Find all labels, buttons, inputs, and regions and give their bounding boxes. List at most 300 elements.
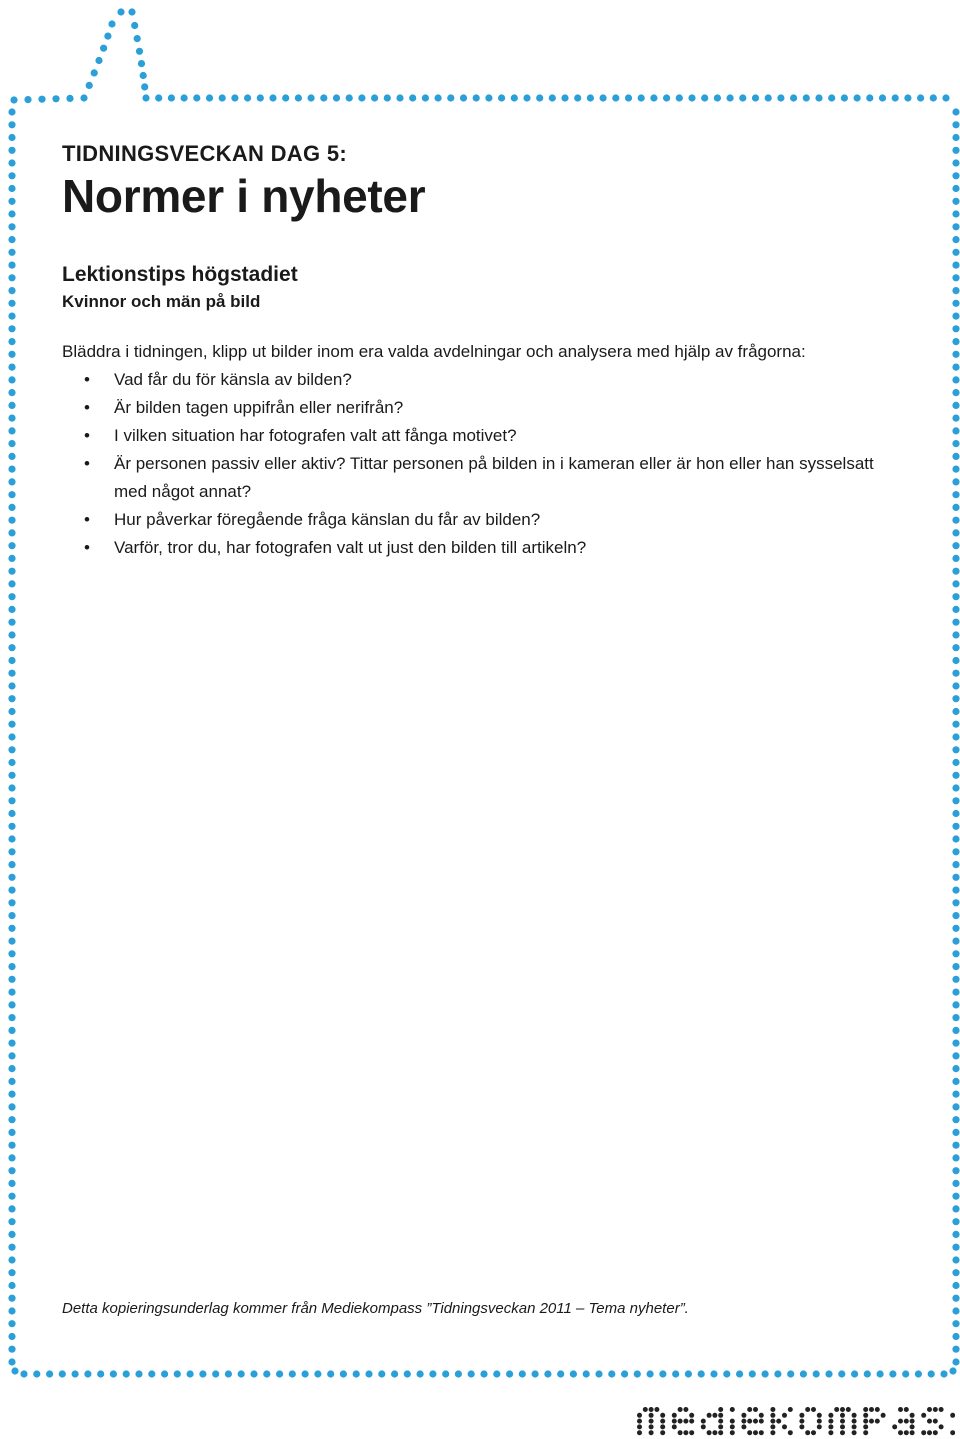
frame-dot bbox=[8, 313, 15, 320]
frame-dot bbox=[952, 1295, 959, 1302]
frame-dot bbox=[952, 1205, 959, 1212]
frame-dot bbox=[952, 1129, 959, 1136]
logo-dot bbox=[660, 1430, 665, 1435]
frame-dot bbox=[8, 759, 15, 766]
frame-dot bbox=[8, 619, 15, 626]
logo-dot bbox=[637, 1413, 642, 1418]
logo-dot bbox=[718, 1407, 723, 1412]
logo-dot bbox=[747, 1430, 752, 1435]
logo-dot bbox=[649, 1430, 654, 1435]
frame-dot bbox=[52, 95, 59, 102]
frame-dot bbox=[84, 1370, 91, 1377]
frame-dot bbox=[838, 1370, 845, 1377]
logo-dot bbox=[910, 1424, 915, 1429]
frame-dot bbox=[952, 1027, 959, 1034]
logo-dot bbox=[718, 1430, 723, 1435]
frame-dot bbox=[952, 976, 959, 983]
frame-dot bbox=[8, 848, 15, 855]
frame-dot bbox=[600, 94, 607, 101]
frame-dot bbox=[952, 1001, 959, 1008]
logo-dot bbox=[799, 1413, 804, 1418]
logo-dot bbox=[939, 1407, 944, 1412]
logo-dot bbox=[747, 1407, 752, 1412]
frame-dot bbox=[952, 670, 959, 677]
frame-dot bbox=[8, 121, 15, 128]
logo-dot bbox=[689, 1413, 694, 1418]
frame-dot bbox=[952, 1333, 959, 1340]
logo-dot bbox=[863, 1413, 868, 1418]
frame-dot bbox=[8, 159, 15, 166]
frame-dot bbox=[917, 94, 924, 101]
logo-dot bbox=[637, 1424, 642, 1429]
frame-dot bbox=[8, 823, 15, 830]
frame-dot bbox=[8, 147, 15, 154]
frame-dot bbox=[8, 1167, 15, 1174]
frame-dot bbox=[135, 1370, 142, 1377]
frame-dot bbox=[952, 1091, 959, 1098]
logo-dot bbox=[933, 1430, 938, 1435]
logo-dot bbox=[788, 1430, 793, 1435]
frame-dot bbox=[8, 1180, 15, 1187]
frame-dot bbox=[930, 94, 937, 101]
frame-dot bbox=[952, 1282, 959, 1289]
frame-dot bbox=[231, 94, 238, 101]
frame-dot bbox=[790, 94, 797, 101]
frame-dot bbox=[952, 402, 959, 409]
frame-dot bbox=[663, 94, 670, 101]
frame-dot bbox=[915, 1370, 922, 1377]
logo-dot bbox=[759, 1430, 764, 1435]
frame-dot bbox=[8, 772, 15, 779]
frame-dot bbox=[108, 20, 115, 27]
logo-dot bbox=[741, 1424, 746, 1429]
frame-dot bbox=[8, 835, 15, 842]
frame-dot bbox=[952, 568, 959, 575]
frame-dot bbox=[803, 94, 810, 101]
logo-dot bbox=[933, 1419, 938, 1424]
frame-dot bbox=[952, 1307, 959, 1314]
frame-dot bbox=[787, 1370, 794, 1377]
frame-dot bbox=[174, 1370, 181, 1377]
frame-dot bbox=[8, 963, 15, 970]
frame-dot bbox=[952, 721, 959, 728]
frame-dot bbox=[877, 1370, 884, 1377]
logo-dot bbox=[776, 1419, 781, 1424]
logo-dot bbox=[782, 1424, 787, 1429]
frame-dot bbox=[11, 1367, 18, 1374]
logo-dot bbox=[875, 1419, 880, 1424]
frame-dot bbox=[447, 94, 454, 101]
frame-dot bbox=[8, 364, 15, 371]
frame-dot bbox=[8, 1231, 15, 1238]
frame-dot bbox=[320, 94, 327, 101]
frame-dot bbox=[952, 912, 959, 919]
logo-dot bbox=[811, 1407, 816, 1412]
logo-dot bbox=[840, 1413, 845, 1418]
frame-dot bbox=[952, 1065, 959, 1072]
logo-dot bbox=[817, 1424, 822, 1429]
frame-dot bbox=[952, 108, 959, 115]
frame-dot bbox=[8, 989, 15, 996]
frame-dot bbox=[902, 1370, 909, 1377]
frame-dot bbox=[952, 172, 959, 179]
frame-dot bbox=[8, 912, 15, 919]
frame-dot bbox=[123, 1370, 130, 1377]
frame-dot bbox=[952, 1244, 959, 1251]
logo-dot bbox=[881, 1413, 886, 1418]
frame-dot bbox=[340, 1370, 347, 1377]
logo-dot bbox=[805, 1430, 810, 1435]
logo-dot bbox=[689, 1419, 694, 1424]
frame-dot bbox=[519, 1370, 526, 1377]
frame-dot bbox=[8, 466, 15, 473]
frame-dot bbox=[952, 887, 959, 894]
frame-dot bbox=[8, 721, 15, 728]
frame-dot bbox=[8, 938, 15, 945]
frame-dot bbox=[8, 185, 15, 192]
frame-dot bbox=[952, 580, 959, 587]
frame-dot bbox=[650, 94, 657, 101]
logo-dot bbox=[939, 1424, 944, 1429]
frame-dot bbox=[952, 121, 959, 128]
frame-dot bbox=[8, 134, 15, 141]
frame-dot bbox=[353, 1370, 360, 1377]
frame-dot bbox=[952, 1078, 959, 1085]
frame-dot bbox=[8, 223, 15, 230]
frame-dot bbox=[952, 325, 959, 332]
frame-dot bbox=[460, 94, 467, 101]
frame-dot bbox=[8, 1346, 15, 1353]
frame-dot bbox=[506, 1370, 513, 1377]
frame-dot bbox=[638, 94, 645, 101]
frame-dot bbox=[485, 94, 492, 101]
frame-dot bbox=[8, 695, 15, 702]
frame-dot bbox=[24, 96, 31, 103]
frame-dot bbox=[193, 94, 200, 101]
frame-dot bbox=[952, 427, 959, 434]
logo-dot bbox=[701, 1424, 706, 1429]
frame-dot bbox=[8, 746, 15, 753]
logo-dot bbox=[712, 1430, 717, 1435]
frame-dot bbox=[949, 1367, 956, 1374]
frame-dot bbox=[148, 1370, 155, 1377]
frame-dot bbox=[952, 555, 959, 562]
frame-dot bbox=[8, 1027, 15, 1034]
frame-dot bbox=[8, 1040, 15, 1047]
frame-dot bbox=[8, 1205, 15, 1212]
frame-dot bbox=[8, 1142, 15, 1149]
frame-dot bbox=[952, 287, 959, 294]
frame-dot bbox=[8, 274, 15, 281]
frame-dot bbox=[8, 478, 15, 485]
frame-dot bbox=[952, 835, 959, 842]
frame-dot bbox=[952, 593, 959, 600]
frame-dot bbox=[952, 210, 959, 217]
frame-dot bbox=[752, 94, 759, 101]
frame-dot bbox=[952, 262, 959, 269]
frame-dot bbox=[493, 1370, 500, 1377]
logo-dot bbox=[805, 1407, 810, 1412]
frame-dot bbox=[131, 22, 138, 29]
frame-dot bbox=[138, 60, 145, 67]
frame-dot bbox=[327, 1370, 334, 1377]
frame-dot bbox=[621, 1370, 628, 1377]
frame-dot bbox=[952, 147, 959, 154]
logo-dot bbox=[904, 1430, 909, 1435]
logo-dot bbox=[678, 1430, 683, 1435]
frame-dot bbox=[841, 94, 848, 101]
logo-dot bbox=[718, 1419, 723, 1424]
frame-dot bbox=[38, 96, 45, 103]
frame-dot bbox=[625, 94, 632, 101]
frame-dot bbox=[72, 1370, 79, 1377]
frame-dot bbox=[100, 45, 107, 52]
frame-dot bbox=[8, 1269, 15, 1276]
frame-dot bbox=[866, 94, 873, 101]
logo-dot bbox=[921, 1430, 926, 1435]
page-title: Normer i nyheter bbox=[62, 170, 426, 222]
question-item: • Vad får du för känsla av bilden? bbox=[62, 366, 902, 394]
frame-dot bbox=[257, 94, 264, 101]
frame-dot bbox=[777, 94, 784, 101]
frame-dot bbox=[8, 1333, 15, 1340]
frame-dot bbox=[685, 1370, 692, 1377]
frame-dot bbox=[128, 8, 135, 15]
frame-dot bbox=[952, 1193, 959, 1200]
frame-dot bbox=[8, 1065, 15, 1072]
frame-dot bbox=[8, 899, 15, 906]
frame-dot bbox=[672, 1370, 679, 1377]
frame-dot bbox=[8, 644, 15, 651]
frame-dot bbox=[8, 351, 15, 358]
logo-dot bbox=[637, 1419, 642, 1424]
logo-dot bbox=[921, 1413, 926, 1418]
frame-dot bbox=[952, 606, 959, 613]
frame-dot bbox=[952, 861, 959, 868]
frame-dot bbox=[952, 440, 959, 447]
frame-dot bbox=[422, 94, 429, 101]
logo-dot bbox=[654, 1407, 659, 1412]
frame-dot bbox=[8, 453, 15, 460]
frame-dot bbox=[404, 1370, 411, 1377]
frame-dot bbox=[952, 478, 959, 485]
question-item: • Varför, tror du, har fotografen valt ut just den bilden till artikeln? bbox=[62, 534, 902, 562]
logo-dot bbox=[817, 1419, 822, 1424]
logo-dot bbox=[950, 1413, 955, 1418]
frame-dot bbox=[142, 94, 149, 101]
frame-dot bbox=[134, 35, 141, 42]
logo-dot bbox=[927, 1407, 932, 1412]
frame-dot bbox=[851, 1370, 858, 1377]
frame-dot bbox=[365, 1370, 372, 1377]
logo-dot bbox=[741, 1419, 746, 1424]
frame-dot bbox=[892, 94, 899, 101]
frame-dot bbox=[8, 236, 15, 243]
logo-dot bbox=[753, 1407, 758, 1412]
frame-dot bbox=[688, 94, 695, 101]
logo-dot bbox=[689, 1430, 694, 1435]
logo-dot bbox=[759, 1413, 764, 1418]
frame-dot bbox=[952, 415, 959, 422]
frame-dot bbox=[813, 1370, 820, 1377]
frame-dot bbox=[187, 1370, 194, 1377]
logo-dot bbox=[904, 1419, 909, 1424]
frame-dot bbox=[952, 784, 959, 791]
frame-dot bbox=[8, 1282, 15, 1289]
frame-dot bbox=[8, 440, 15, 447]
frame-dot bbox=[59, 1370, 66, 1377]
frame-dot bbox=[117, 8, 124, 15]
frame-dot bbox=[8, 657, 15, 664]
frame-dot bbox=[952, 925, 959, 932]
frame-dot bbox=[8, 427, 15, 434]
frame-dot bbox=[952, 274, 959, 281]
frame-dot bbox=[8, 338, 15, 345]
frame-dot bbox=[8, 861, 15, 868]
frame-dot bbox=[952, 313, 959, 320]
frame-dot bbox=[952, 644, 959, 651]
frame-dot bbox=[952, 874, 959, 881]
frame-dot bbox=[595, 1370, 602, 1377]
logo-dot bbox=[840, 1419, 845, 1424]
logo-dot bbox=[753, 1419, 758, 1424]
frame-dot bbox=[815, 94, 822, 101]
logo-dot bbox=[660, 1413, 665, 1418]
footer-note: Detta kopieringsunderlag kommer från Mediekompass ”Tidningsveckan 2011 – Tema nyheter”. bbox=[62, 1300, 689, 1317]
frame-dot bbox=[952, 1269, 959, 1276]
frame-dot bbox=[952, 1040, 959, 1047]
frame-dot bbox=[314, 1370, 321, 1377]
logo-dot bbox=[649, 1407, 654, 1412]
frame-dot bbox=[86, 82, 93, 89]
frame-dot bbox=[8, 402, 15, 409]
frame-dot bbox=[8, 874, 15, 881]
frame-dot bbox=[570, 1370, 577, 1377]
frame-dot bbox=[8, 108, 15, 115]
frame-dot bbox=[952, 657, 959, 664]
logo-dot bbox=[910, 1430, 915, 1435]
frame-dot bbox=[244, 94, 251, 101]
frame-dot bbox=[384, 94, 391, 101]
frame-dot bbox=[825, 1370, 832, 1377]
logo-dot bbox=[683, 1419, 688, 1424]
frame-dot bbox=[864, 1370, 871, 1377]
logo-dot bbox=[863, 1407, 868, 1412]
frame-dot bbox=[676, 94, 683, 101]
logo-dot bbox=[678, 1407, 683, 1412]
frame-dot bbox=[532, 1370, 539, 1377]
frame-dot bbox=[391, 1370, 398, 1377]
frame-dot bbox=[97, 1370, 104, 1377]
frame-dot bbox=[498, 94, 505, 101]
frame-dot bbox=[523, 94, 530, 101]
logo-dot bbox=[927, 1419, 932, 1424]
logo-dot bbox=[759, 1419, 764, 1424]
frame-dot bbox=[468, 1370, 475, 1377]
frame-dot bbox=[634, 1370, 641, 1377]
frame-dot bbox=[952, 491, 959, 498]
frame-dot bbox=[8, 415, 15, 422]
logo-dot bbox=[672, 1413, 677, 1418]
frame-dot bbox=[952, 899, 959, 906]
mediekompass-logo bbox=[635, 1404, 955, 1436]
frame-dot bbox=[161, 1370, 168, 1377]
logo-dot bbox=[828, 1424, 833, 1429]
logo-dot bbox=[730, 1407, 735, 1412]
frame-dot bbox=[587, 94, 594, 101]
logo-dot bbox=[683, 1407, 688, 1412]
frame-dot bbox=[8, 733, 15, 740]
frame-dot bbox=[952, 733, 959, 740]
frame-dot bbox=[952, 236, 959, 243]
frame-dot bbox=[8, 249, 15, 256]
frame-dot bbox=[952, 1320, 959, 1327]
frame-dot bbox=[8, 262, 15, 269]
logo-dot bbox=[828, 1419, 833, 1424]
frame-dot bbox=[952, 1346, 959, 1353]
frame-dot bbox=[879, 94, 886, 101]
logo-dot bbox=[898, 1430, 903, 1435]
frame-dot bbox=[8, 555, 15, 562]
frame-dot bbox=[762, 1370, 769, 1377]
logo-dot bbox=[828, 1413, 833, 1418]
frame-dot bbox=[952, 300, 959, 307]
frame-dot bbox=[8, 1244, 15, 1251]
frame-dot bbox=[110, 1370, 117, 1377]
frame-dot bbox=[8, 568, 15, 575]
logo-dot bbox=[683, 1430, 688, 1435]
question-list bbox=[62, 366, 902, 562]
frame-dot bbox=[698, 1370, 705, 1377]
logo-dot bbox=[753, 1430, 758, 1435]
frame-dot bbox=[8, 172, 15, 179]
frame-dot bbox=[952, 364, 959, 371]
frame-dot bbox=[8, 1052, 15, 1059]
frame-dot bbox=[66, 95, 73, 102]
frame-dot bbox=[302, 1370, 309, 1377]
logo-dot bbox=[660, 1419, 665, 1424]
frame-dot bbox=[8, 1358, 15, 1365]
frame-dot bbox=[212, 1370, 219, 1377]
page-kicker: TIDNINGSVECKAN DAG 5: bbox=[62, 141, 347, 166]
frame-dot bbox=[8, 810, 15, 817]
frame-dot bbox=[8, 797, 15, 804]
logo-dot bbox=[637, 1430, 642, 1435]
frame-dot bbox=[141, 83, 148, 90]
frame-dot bbox=[952, 1103, 959, 1110]
frame-dot bbox=[358, 94, 365, 101]
frame-dot bbox=[371, 94, 378, 101]
logo-dot bbox=[933, 1407, 938, 1412]
frame-dot bbox=[952, 823, 959, 830]
frame-dot bbox=[396, 94, 403, 101]
logo-dot bbox=[770, 1413, 775, 1418]
logo-dot bbox=[927, 1430, 932, 1435]
logo-dot bbox=[910, 1419, 915, 1424]
frame-dot bbox=[250, 1370, 257, 1377]
frame-dot bbox=[952, 989, 959, 996]
frame-dot bbox=[952, 504, 959, 511]
frame-dot bbox=[952, 950, 959, 957]
frame-dot bbox=[95, 57, 102, 64]
frame-dot bbox=[435, 94, 442, 101]
frame-dot bbox=[854, 94, 861, 101]
logo-dot bbox=[817, 1413, 822, 1418]
frame-dot bbox=[8, 1256, 15, 1263]
frame-dot bbox=[8, 925, 15, 932]
frame-dot bbox=[199, 1370, 206, 1377]
frame-dot bbox=[276, 1370, 283, 1377]
